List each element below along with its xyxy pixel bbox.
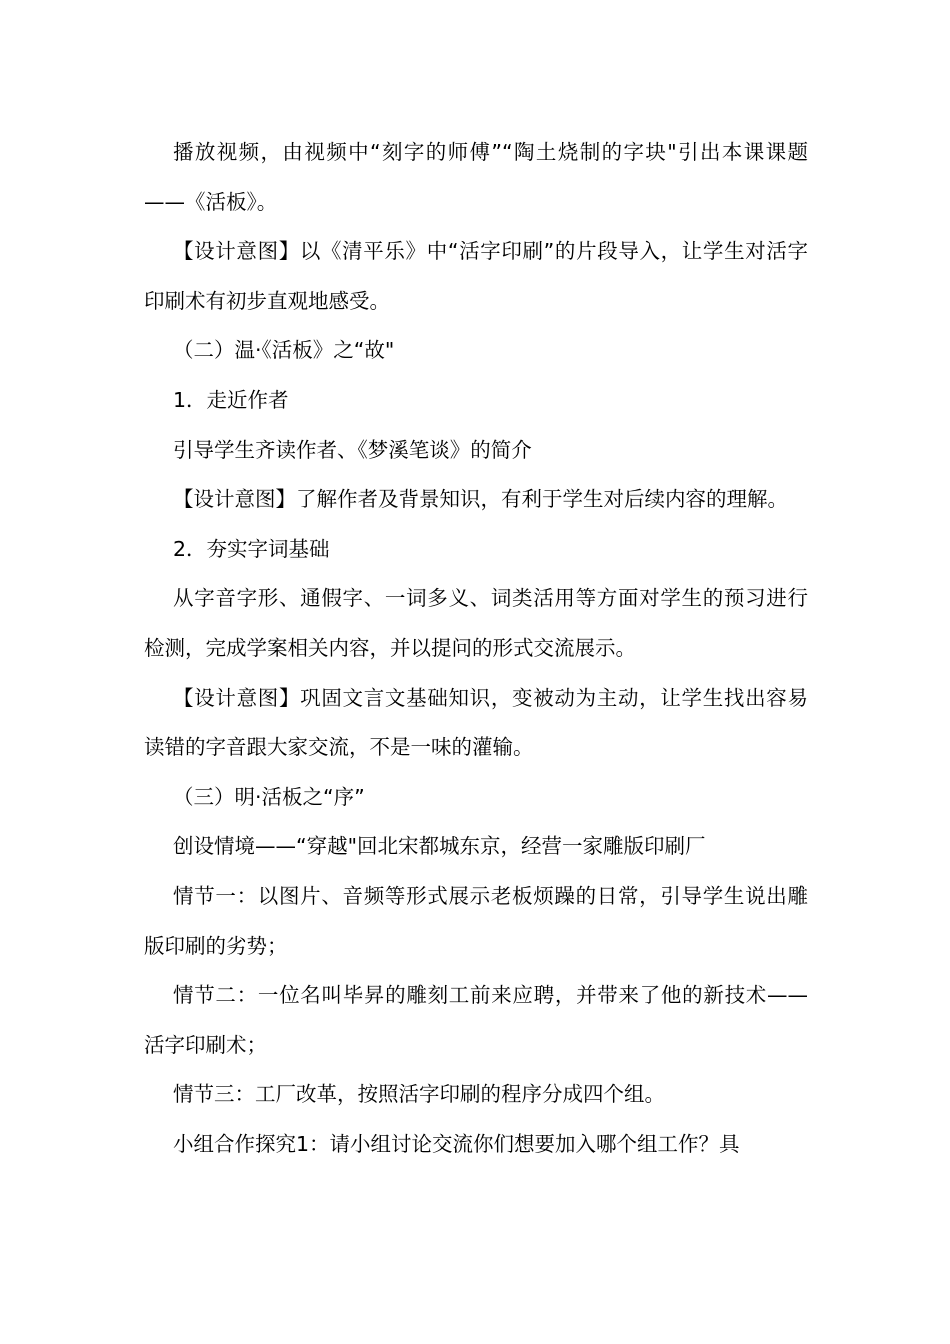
paragraph-group-inquiry: 小组合作探究1：请小组讨论交流你们想要加入哪个组工作？具	[173, 1131, 740, 1156]
paragraph-scenario: 创设情境——“穿越"回北宋都城东京，经营一家雕版印刷厂	[173, 834, 706, 859]
subheading-author: 1．走近作者	[173, 387, 289, 412]
subheading-vocabulary: 2．夯实字词基础	[173, 536, 330, 561]
paragraph-plot-3: 情节三：工厂改革，按照活字印刷的程序分成四个组。	[173, 1082, 665, 1107]
paragraph-vocabulary-check: 从字音字形、通假字、一词多义、词类活用等方面对学生的预习进行检测，完成学案相关内容，并以提问的形式交流展示。	[144, 586, 808, 660]
document-body	[144, 128, 808, 1169]
paragraph-plot-1: 情节一：以图片、音频等形式展示老板烦躁的日常，引导学生说出雕版印刷的劣势；	[144, 883, 808, 958]
paragraph-plot-2: 情节二：一位名叫毕昇的雕刻工前来应聘，并带来了他的新技术——活字印刷术；	[144, 983, 808, 1057]
paragraph-intro-video: 播放视频，由视频中“刻字的师傅”“陶土烧制的字块"引出本课课题——《活板》。	[144, 140, 808, 214]
paragraph-design-intent-3: 【设计意图】巩固文言文基础知识，变被动为主动，让学生找出容易读错的字音跟大家交流，不是一味的灌输。	[144, 685, 808, 760]
paragraph-design-intent-2: 【设计意图】了解作者及背景知识，有利于学生对后续内容的理解。	[173, 487, 788, 512]
paragraph-read-intro: 引导学生齐读作者、《梦溪笔谈》的简介	[173, 437, 532, 462]
section-heading-2: （二）温·《活板》之“故"	[173, 338, 395, 363]
section-heading-3: （三）明·活板之“序”	[173, 784, 365, 809]
paragraph-design-intent-1: 【设计意图】以《清平乐》中“活字印刷”的片段导入，让学生对活字印刷术有初步直观地感受。	[144, 239, 808, 313]
